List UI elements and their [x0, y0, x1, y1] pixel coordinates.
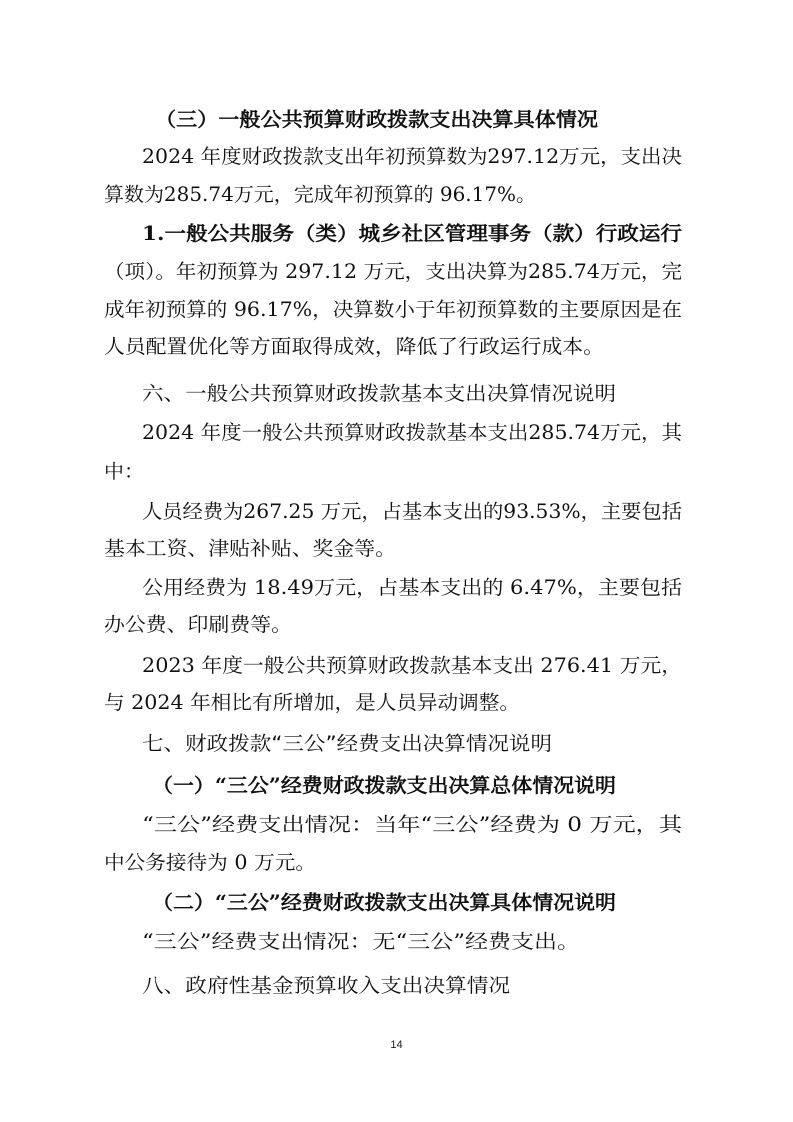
heading-line	[0, 970, 793, 1002]
paragraph-line	[0, 809, 793, 841]
heading-line	[0, 770, 793, 802]
paragraph-line	[0, 687, 793, 719]
line-text: 2023 年度一般公共预算财政拨款基本支出 276.41 万元，	[142, 654, 683, 677]
paragraph-line	[0, 496, 793, 528]
paragraph-line	[0, 926, 793, 958]
heading-line	[0, 728, 793, 760]
heading-line	[0, 104, 793, 136]
line-text: （项）。年初预算为 297.12 万元，支出决算为285.74万元，完	[104, 260, 683, 283]
line-text: 中：	[104, 460, 144, 483]
heading-line	[0, 218, 793, 250]
line-text: 六、一般公共预算财政拨款基本支出决算情况说明	[142, 382, 617, 405]
line-text: 成年初预算的 96.17%，决算数小于年初预算数的主要原因是在	[104, 298, 683, 321]
line-text: 2024 年度财政拨款支出年初预算数为297.12万元，支出决	[142, 145, 683, 168]
paragraph-line	[0, 456, 793, 488]
paragraph-line	[0, 847, 793, 879]
line-text: 七、财政拨款“三公”经费支出决算情况说明	[142, 732, 553, 755]
line-text: 人员配置优化等方面取得成效，降低了行政运行成本。	[104, 335, 604, 358]
heading-line	[0, 378, 793, 410]
paragraph-line	[0, 141, 793, 173]
paragraph-line	[0, 533, 793, 565]
paragraph-line	[0, 417, 793, 449]
line-text: 人员经费为267.25 万元，占基本支出的93.53%，主要包括	[142, 500, 683, 523]
line-text: 算数为285.74万元，完成年初预算的 96.17%。	[104, 183, 537, 206]
line-text: 与 2024 年相比有所增加，是人员异动调整。	[104, 691, 521, 714]
line-text: 八、政府性基金预算收入支出决算情况	[142, 974, 511, 997]
line-text: 1.一般公共服务（类）城乡社区管理事务（款）行政运行	[142, 222, 682, 245]
line-text: “三公”经费支出情况：当年“三公”经费为 0 万元，其	[142, 813, 682, 836]
line-text: 办公费、印刷费等。	[104, 613, 292, 636]
line-text: 中公务接待为 0 万元。	[104, 851, 316, 874]
paragraph-line	[0, 609, 793, 641]
line-text: 基本工资、津贴补贴、奖金等。	[104, 537, 396, 560]
paragraph-line	[0, 179, 793, 211]
line-text: （二）“三公”经费财政拨款支出决算具体情况说明	[152, 891, 616, 914]
line-text: 公用经费为 18.49万元，占基本支出的 6.47%，主要包括	[142, 576, 683, 599]
paragraph-line	[0, 650, 793, 682]
line-text: “三公”经费支出情况：无“三公”经费支出。	[142, 930, 581, 953]
line-text: （一）“三公”经费财政拨款支出决算总体情况说明	[152, 774, 616, 797]
paragraph-line	[0, 256, 793, 288]
line-text: 2024 年度一般公共预算财政拨款基本支出285.74万元，其	[142, 421, 683, 444]
line-text: （三）一般公共预算财政拨款支出决算具体情况	[155, 108, 599, 131]
paragraph-line	[0, 294, 793, 326]
page-number: 14	[390, 1039, 403, 1051]
paragraph-line	[0, 572, 793, 604]
heading-line	[0, 887, 793, 919]
paragraph-line	[0, 331, 793, 363]
